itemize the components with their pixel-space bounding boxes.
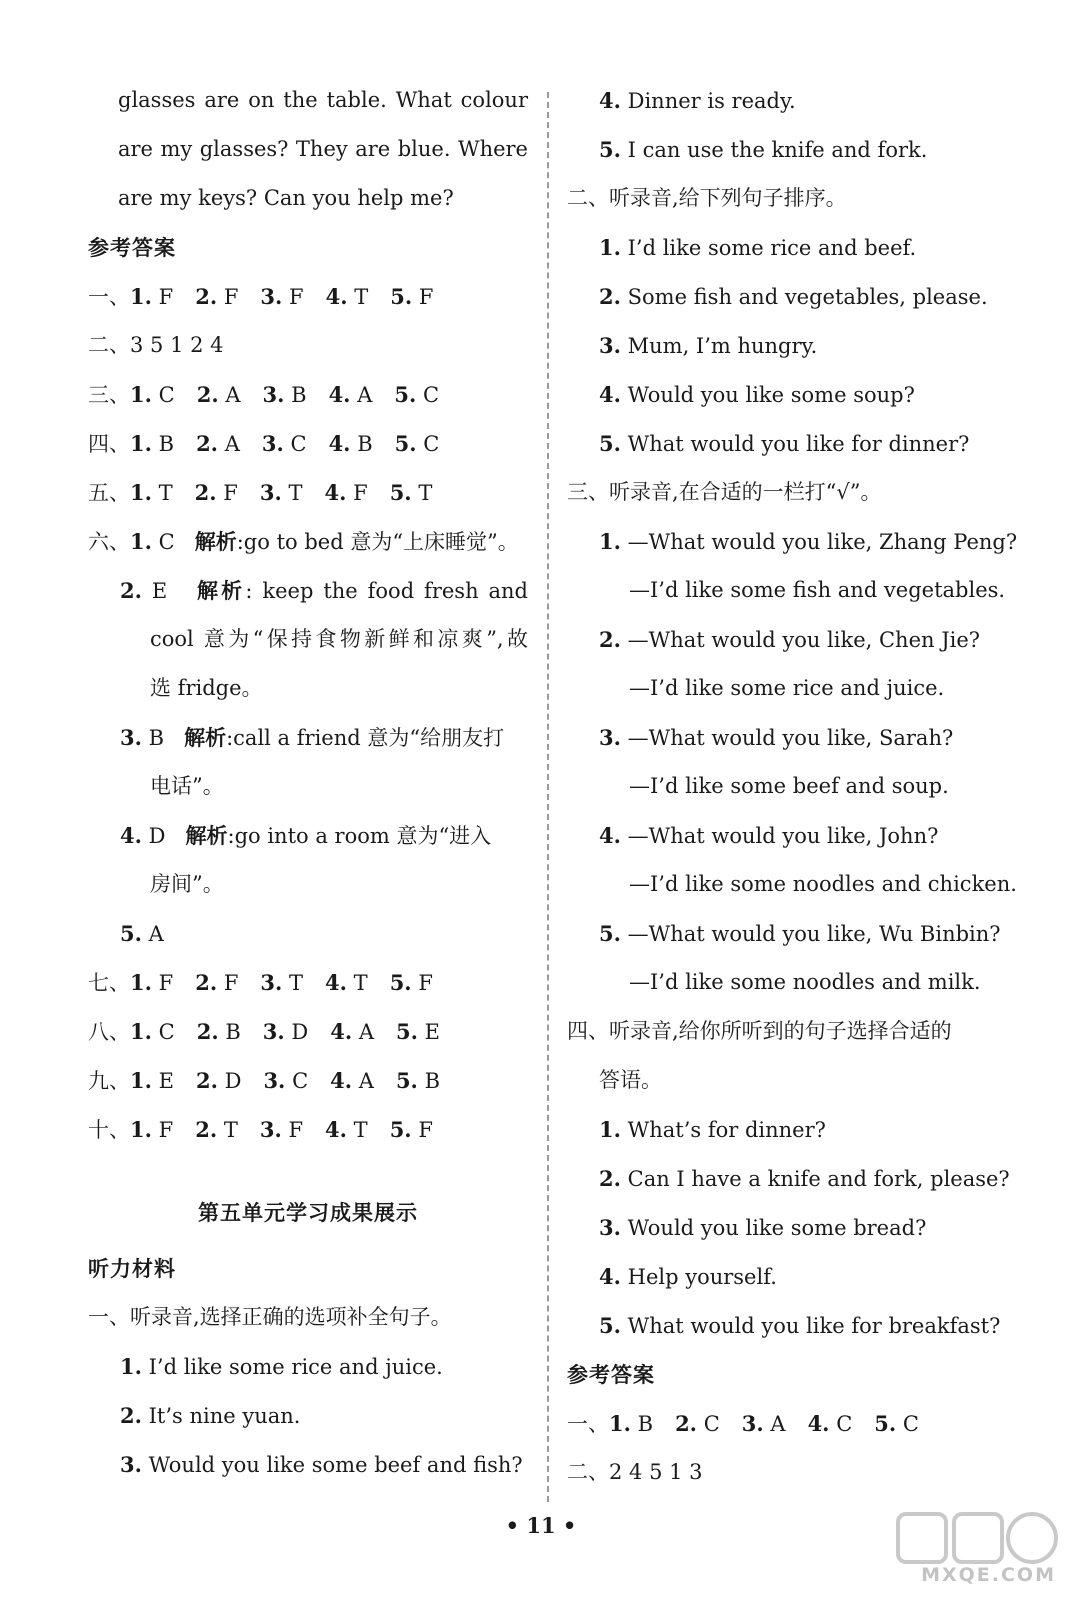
answer-value: T [223, 1118, 238, 1142]
answer-number: 4. [325, 1117, 347, 1142]
answer-item [130, 1020, 175, 1044]
answer-value: E [158, 1069, 174, 1093]
paragraph-line: are my glasses? They are blue. Where [118, 137, 528, 161]
right-column [567, 76, 1037, 1497]
answer-number: 2. [195, 970, 218, 995]
answer-number: 5. [395, 1068, 418, 1093]
answer-sequence: 3 5 1 2 4 [130, 333, 224, 357]
item-text: What would you like for breakfast? [627, 1314, 1001, 1338]
answer-item [390, 971, 433, 995]
answer-value: F [288, 1118, 304, 1142]
answer-number: 3. [259, 1117, 282, 1142]
answer-item [260, 1118, 303, 1142]
item-number: 2. [599, 284, 621, 309]
dialogue-answer: —I’d like some noodles and chicken. [629, 872, 1017, 896]
answer-prefix: 二、 [88, 333, 130, 357]
answer-item [260, 971, 303, 995]
answer-value: T [288, 481, 303, 505]
answer-item [260, 481, 303, 505]
explanation-label: 解析 [194, 529, 237, 554]
answer-item [196, 1069, 241, 1093]
answer-row [88, 419, 528, 468]
answer-number: 1. [130, 1117, 152, 1142]
sentence-item [567, 1105, 1037, 1154]
answer-number: 2. [196, 382, 219, 407]
sentence-item [567, 370, 1037, 419]
answer-prefix: 五、 [88, 481, 130, 505]
answer-value: T [418, 481, 433, 505]
answer-item [394, 383, 439, 407]
answer-item [260, 285, 303, 309]
explanation-item [88, 517, 528, 566]
answer-value: B [357, 432, 373, 456]
section-heading: 听力材料 [88, 1256, 176, 1281]
answer-number: 5. [389, 480, 412, 505]
exercise-title: 二、听录音,给下列句子排序。 [567, 186, 847, 210]
answer-value: F [158, 971, 174, 995]
answer-item [325, 1118, 368, 1142]
spacer [88, 1154, 528, 1178]
answer-number: 1. [130, 480, 152, 505]
answer-value: D [224, 1069, 242, 1093]
answer-row [88, 958, 528, 1007]
sentence-item [567, 321, 1037, 370]
answer-value: C [292, 1069, 309, 1093]
answer-value: T [289, 971, 304, 995]
answer-item [325, 971, 368, 995]
answer-value: A [358, 1020, 375, 1044]
answer-number: 2. [195, 1117, 218, 1142]
answer-number: 3. [261, 431, 284, 456]
answer-item [390, 1118, 433, 1142]
answer-value: A [148, 922, 164, 946]
answer-item [130, 1118, 173, 1142]
answer-row [88, 272, 528, 321]
answer-number: 1. [130, 431, 152, 456]
answer-value: C [158, 383, 175, 407]
answer-number: 5. [120, 921, 142, 946]
answer-value: F [223, 285, 239, 309]
dialogue-answer: —I’d like some noodles and milk. [629, 970, 981, 994]
answer-item [742, 1412, 786, 1436]
answer-item [130, 383, 175, 407]
exercise-title: 一、听录音,选择正确的选项补全句子。 [88, 1305, 452, 1329]
answer-value: C [290, 432, 307, 456]
answer-value: B [424, 1069, 440, 1093]
answer-row [88, 1105, 528, 1154]
answer-value: B [158, 432, 175, 456]
explanation-item [88, 909, 528, 958]
answer-value: E [424, 1020, 440, 1044]
answer-number: 2. [196, 431, 218, 456]
answer-prefix: 六、 [88, 530, 130, 554]
answer-value: E [151, 579, 168, 603]
answer-row [88, 468, 528, 517]
item-number: 1. [599, 1117, 621, 1142]
answer-row [88, 370, 528, 419]
sentence-item [567, 1252, 1037, 1301]
answer-item [330, 1069, 374, 1093]
page-number: • 11 • [505, 1513, 577, 1538]
answer-value: F [418, 285, 434, 309]
dialogue-question [567, 811, 1037, 860]
answer-value: A [224, 432, 240, 456]
answer-value: B [291, 383, 307, 407]
sentence-item [88, 1440, 528, 1489]
item-number: 5. [599, 431, 621, 456]
explanation-text: :go to bed 意为“上床睡觉”。 [236, 530, 519, 554]
answer-number: 3. [262, 1019, 285, 1044]
answer-item [390, 481, 433, 505]
answer-item [675, 1412, 720, 1436]
answer-number: 4. [120, 823, 142, 848]
answer-item [396, 1069, 440, 1093]
explanation-text: : keep the food fresh and [245, 579, 528, 603]
answer-value: F [418, 1118, 433, 1142]
watermark-text: MXQE.COM [921, 1564, 1056, 1586]
answer-row [567, 1399, 1037, 1448]
answer-number: 1. [130, 529, 152, 554]
watermark [892, 1508, 1062, 1590]
answer-item [390, 285, 433, 309]
answer-value: F [418, 971, 433, 995]
item-number: 4. [599, 88, 621, 113]
item-text: Would you like some beef and fish? [148, 1453, 523, 1477]
sentence-item [567, 419, 1037, 468]
answer-item [395, 432, 440, 456]
sentence-item [567, 125, 1037, 174]
answer-value: C [703, 1412, 720, 1436]
item-number: 5. [599, 921, 621, 946]
answer-number: 3. [741, 1411, 764, 1436]
answer-value: T [158, 481, 173, 505]
dialogue-answer: —I’d like some fish and vegetables. [629, 578, 1006, 602]
answer-number: 5. [394, 431, 417, 456]
answer-number: 2. [120, 578, 142, 603]
explanation-line: 电话”。 [150, 774, 224, 798]
dialogue-answer: —I’d like some beef and soup. [629, 774, 949, 798]
item-text: Some fish and vegetables, please. [627, 285, 988, 309]
answer-value: C [158, 530, 175, 554]
answer-item [196, 432, 240, 456]
answer-number: 1. [130, 284, 152, 309]
answer-item [130, 432, 174, 456]
item-number: 3. [120, 1452, 142, 1477]
answer-number: 3. [259, 480, 282, 505]
answer-row [88, 1056, 528, 1105]
item-text: Help yourself. [627, 1265, 777, 1289]
section-heading: 参考答案 [567, 1362, 655, 1387]
item-text: Can I have a knife and fork, please? [627, 1167, 1010, 1191]
left-column [88, 76, 528, 1489]
unit-title: 第五单元学习成果展示 [198, 1200, 418, 1225]
answer-item [263, 1069, 308, 1093]
answer-item [197, 1020, 241, 1044]
answer-item [263, 1020, 308, 1044]
answer-number: 5. [394, 382, 417, 407]
answer-number: 5. [389, 1117, 412, 1142]
answer-row [88, 321, 528, 370]
answer-value: A [770, 1412, 786, 1436]
answer-item [195, 1118, 238, 1142]
dialogue-question [567, 615, 1037, 664]
sentence-item [567, 1203, 1037, 1252]
answer-item [130, 971, 173, 995]
sentence-item [567, 1301, 1037, 1350]
answer-item [263, 383, 307, 407]
dialogue-question [567, 713, 1037, 762]
answer-item [262, 432, 307, 456]
answer-value: D [148, 824, 166, 848]
item-text: Would you like some bread? [627, 1216, 927, 1240]
answer-prefix: 三、 [88, 383, 130, 407]
answer-item [195, 971, 238, 995]
answer-number: 3. [260, 970, 283, 995]
answer-number: 3. [120, 725, 142, 750]
question-text: —What would you like, Sarah? [627, 726, 954, 750]
explanation-text: :go into a room 意为“进入 [227, 824, 492, 848]
item-text: What would you like for dinner? [627, 432, 970, 456]
answer-value: T [353, 1118, 368, 1142]
answer-prefix: 九、 [88, 1069, 130, 1093]
item-number: 2. [120, 1403, 142, 1428]
explanation-line: cool 意为“保持食物新鲜和凉爽”,故 [150, 627, 528, 651]
answer-number: 4. [324, 480, 347, 505]
sentence-item [88, 1342, 528, 1391]
answer-number: 5. [396, 1019, 418, 1044]
answer-value: C [836, 1412, 853, 1436]
explanation-label: 解析 [184, 725, 227, 750]
item-text: I’d like some rice and juice. [148, 1355, 443, 1379]
answer-value: F [158, 1118, 174, 1142]
answer-item [195, 481, 238, 505]
paragraph-line: glasses are on the table. What colour [118, 88, 528, 112]
item-number: 1. [599, 235, 621, 260]
answer-prefix: 八、 [88, 1020, 130, 1044]
answer-number: 4. [328, 431, 351, 456]
answer-value: C [423, 432, 440, 456]
answer-row [567, 1448, 1037, 1497]
dialogue-answer: —I’d like some rice and juice. [629, 676, 945, 700]
explanation-label: 解析 [196, 578, 246, 603]
item-text: I’d like some rice and beef. [627, 236, 917, 260]
answer-value: A [357, 383, 373, 407]
answer-item [329, 383, 373, 407]
answer-number: 3. [262, 382, 285, 407]
answer-number: 2. [196, 1019, 219, 1044]
explanation-text: :call a friend 意为“给朋友打 [226, 726, 505, 750]
answer-number: 1. [609, 1411, 631, 1436]
answer-number: 5. [390, 284, 413, 309]
item-text: Would you like some soup? [627, 383, 915, 407]
answer-number: 4. [325, 284, 348, 309]
item-number: 5. [599, 1313, 621, 1338]
answer-number: 4. [325, 970, 347, 995]
answer-item [324, 481, 367, 505]
answer-prefix: 十、 [88, 1118, 130, 1142]
item-number: 2. [599, 1166, 621, 1191]
answer-value: F [223, 481, 238, 505]
answer-item [329, 432, 373, 456]
answer-stamp-icon [892, 1508, 1062, 1568]
answer-sequence: 2 4 5 1 3 [609, 1460, 703, 1484]
answer-number: 2. [195, 1068, 218, 1093]
answer-item [130, 481, 173, 505]
explanation-line: 房间”。 [150, 872, 224, 896]
answer-number: 5. [389, 970, 412, 995]
exercise-title: 三、听录音,在合适的一栏打“√”。 [567, 480, 882, 504]
column-divider [547, 92, 549, 1502]
item-text: What’s for dinner? [627, 1118, 826, 1142]
answer-number: 4. [330, 1019, 353, 1044]
answer-value: C [422, 383, 440, 407]
answer-number: 4. [807, 1411, 830, 1436]
answer-number: 5. [874, 1411, 897, 1436]
question-text: —What would you like, Chen Jie? [627, 628, 981, 652]
answer-value: C [902, 1412, 919, 1436]
explanation-item [88, 713, 528, 762]
answer-prefix: 二、 [567, 1460, 609, 1484]
dialogue-question [567, 909, 1037, 958]
answer-prefix: 一、 [567, 1412, 609, 1436]
answer-value: T [354, 285, 369, 309]
item-number: 3. [599, 1215, 621, 1240]
answer-value: F [158, 285, 174, 309]
item-number: 4. [599, 1264, 621, 1289]
sentence-item [567, 76, 1037, 125]
question-text: —What would you like, John? [627, 824, 939, 848]
answer-number: 2. [675, 1411, 697, 1436]
answer-number: 4. [330, 1068, 353, 1093]
answer-value: B [148, 726, 165, 750]
answer-item [130, 1069, 174, 1093]
answer-value: A [358, 1069, 374, 1093]
answer-item [197, 383, 241, 407]
answer-value: A [225, 383, 241, 407]
sentence-item [567, 223, 1037, 272]
answer-row [88, 1007, 528, 1056]
dialogue-question [567, 517, 1037, 566]
answer-number: 1. [130, 1019, 152, 1044]
item-number: 4. [599, 382, 621, 407]
item-text: Mum, I’m hungry. [627, 334, 818, 358]
answer-value: B [637, 1412, 654, 1436]
item-number: 2. [599, 627, 621, 652]
answer-value: F [353, 481, 368, 505]
item-number: 4. [599, 823, 621, 848]
answer-number: 4. [328, 382, 351, 407]
answer-number: 1. [130, 382, 152, 407]
answer-prefix: 七、 [88, 971, 130, 995]
paragraph-line: are my keys? Can you help me? [118, 186, 454, 210]
question-text: —What would you like, Wu Binbin? [627, 922, 1001, 946]
answer-value: D [291, 1020, 309, 1044]
answer-item [808, 1412, 853, 1436]
item-number: 3. [599, 333, 621, 358]
answer-prefix: 四、 [88, 432, 130, 456]
answer-value: F [289, 285, 304, 309]
answer-value: F [223, 971, 239, 995]
answer-number: 2. [194, 480, 217, 505]
answer-value: C [158, 1020, 175, 1044]
section-heading: 参考答案 [88, 235, 176, 260]
item-text: Dinner is ready. [627, 89, 796, 113]
sentence-item [567, 272, 1037, 321]
question-text: —What would you like, Zhang Peng? [627, 530, 1018, 554]
sentence-item [567, 1154, 1037, 1203]
item-number: 1. [599, 529, 621, 554]
item-number: 5. [599, 137, 621, 162]
answer-item [609, 1412, 653, 1436]
answer-value: B [225, 1020, 241, 1044]
explanation-item [88, 566, 528, 615]
explanation-line: 选 fridge。 [150, 676, 263, 700]
answer-item [330, 1020, 374, 1044]
sentence-item [88, 1391, 528, 1440]
answer-item [396, 1020, 440, 1044]
answer-value: T [353, 971, 368, 995]
item-text: I can use the knife and fork. [627, 138, 928, 162]
item-number: 3. [599, 725, 621, 750]
answer-number: 3. [260, 284, 283, 309]
item-text: It’s nine yuan. [148, 1404, 301, 1428]
answer-item [195, 285, 238, 309]
exercise-title-cont: 答语。 [599, 1068, 662, 1092]
answer-prefix: 一、 [88, 285, 130, 309]
answer-number: 1. [130, 970, 152, 995]
explanation-item [88, 811, 528, 860]
item-number: 1. [120, 1354, 142, 1379]
answer-item [874, 1412, 919, 1436]
answer-item [130, 285, 173, 309]
answer-number: 2. [195, 284, 218, 309]
answer-number: 3. [263, 1068, 286, 1093]
exercise-title: 四、听录音,给你所听到的句子选择合适的 [567, 1019, 952, 1043]
explanation-label: 解析 [185, 823, 228, 848]
answer-number: 1. [130, 1068, 152, 1093]
answer-item [326, 285, 369, 309]
